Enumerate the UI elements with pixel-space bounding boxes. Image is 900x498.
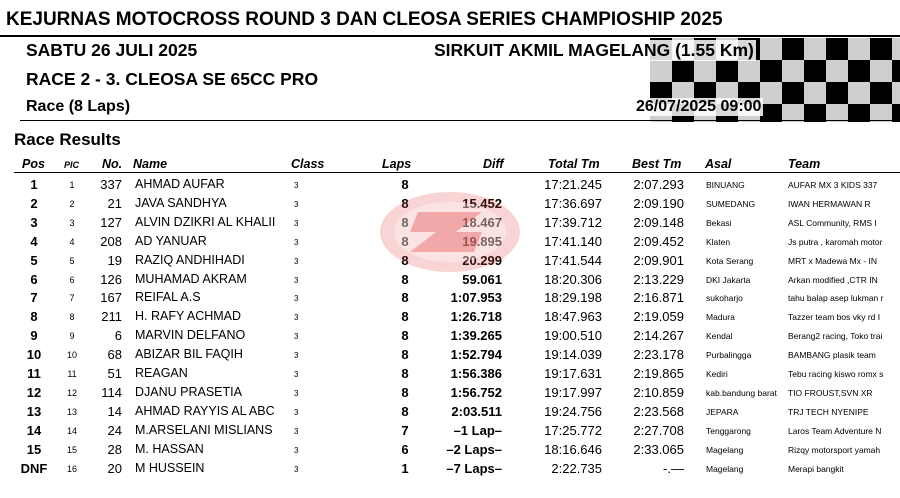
cell-pos: 3 bbox=[30, 214, 38, 230]
cell-total: 19:14.039 bbox=[544, 347, 602, 363]
checker-cell bbox=[716, 60, 738, 82]
cell-class: 3 bbox=[294, 407, 299, 417]
table-row bbox=[0, 347, 900, 365]
cell-team: Laros Team Adventure N bbox=[788, 425, 882, 436]
cell-class: 3 bbox=[294, 218, 299, 228]
cell-name: RAZIQ ANDHIHADI bbox=[135, 252, 245, 267]
cell-no: 208 bbox=[100, 233, 122, 249]
checker-cell bbox=[738, 60, 760, 82]
col-laps: Laps bbox=[382, 157, 412, 171]
cell-total: 19:00.510 bbox=[544, 328, 602, 344]
cell-best: 2:16.871 bbox=[633, 290, 684, 306]
cell-class: 3 bbox=[294, 199, 299, 209]
cell-class: 3 bbox=[294, 294, 299, 304]
cell-total: 17:39.712 bbox=[544, 214, 602, 230]
cell-diff: 1:56.752 bbox=[450, 384, 502, 400]
cell-best: 2:19.059 bbox=[633, 309, 684, 325]
cell-diff: 2:03.511 bbox=[451, 403, 502, 419]
cell-pos: 9 bbox=[30, 328, 38, 344]
cell-asal: DKI Jakarta bbox=[706, 274, 751, 285]
cell-team: Tazzer team bos vky rd I bbox=[788, 312, 881, 323]
checker-cell bbox=[848, 82, 870, 104]
table-header-divider bbox=[14, 172, 900, 173]
cell-name: AHMAD RAYYIS AL ABC bbox=[135, 403, 275, 418]
cell-no: 6 bbox=[114, 328, 122, 344]
cell-pic: 15 bbox=[66, 444, 77, 455]
cell-class: 3 bbox=[294, 351, 299, 361]
cell-total: 18:20.306 bbox=[544, 271, 602, 287]
cell-laps: 8 bbox=[401, 290, 409, 306]
cell-pos: DNF bbox=[20, 460, 48, 476]
cell-team: Arkan modified ,CTR IN bbox=[788, 274, 878, 285]
cell-best: 2:09.901 bbox=[633, 252, 684, 268]
cell-asal: Madura bbox=[706, 312, 735, 323]
checker-cell bbox=[694, 60, 716, 82]
table-row bbox=[0, 328, 900, 346]
checker-cell bbox=[892, 82, 900, 104]
table-row bbox=[0, 423, 900, 441]
cell-laps: 8 bbox=[401, 195, 409, 211]
checker-cell bbox=[826, 38, 848, 60]
cell-name: M HUSSEIN bbox=[135, 460, 205, 475]
table-row bbox=[0, 290, 900, 308]
cell-pos: 14 bbox=[26, 422, 42, 438]
cell-pos: 6 bbox=[30, 271, 38, 287]
cell-diff: 1:52.794 bbox=[450, 347, 502, 363]
col-diff: Diff bbox=[483, 157, 504, 171]
cell-team: Berang2 racing, Toko trai bbox=[788, 331, 883, 342]
checker-cell bbox=[804, 82, 826, 104]
cell-no: 211 bbox=[101, 309, 122, 325]
cell-pic: 14 bbox=[66, 425, 77, 436]
cell-team: IWAN HERMAWAN R bbox=[788, 198, 871, 209]
cell-team: ASL Community, RMS I bbox=[788, 217, 877, 228]
cell-pos: 4 bbox=[30, 233, 38, 249]
cell-asal: Kediri bbox=[706, 369, 728, 379]
cell-best: 2:10.859 bbox=[633, 384, 684, 400]
cell-no: 24 bbox=[107, 422, 122, 438]
cell-no: 337 bbox=[100, 177, 122, 192]
cell-name: JAVA SANDHYA bbox=[135, 195, 227, 210]
cell-laps: 8 bbox=[401, 252, 409, 268]
cell-name: H. RAFY ACHMAD bbox=[135, 309, 242, 324]
checker-cell bbox=[782, 60, 804, 82]
checker-cell bbox=[870, 60, 892, 82]
cell-pos: 5 bbox=[30, 252, 38, 268]
cell-total: 17:36.697 bbox=[544, 195, 602, 211]
cell-laps: 8 bbox=[401, 233, 409, 249]
cell-pic: 1 bbox=[69, 180, 75, 190]
cell-total: 19:17.631 bbox=[544, 366, 602, 381]
cell-team: Rizqy motorsport yamah bbox=[788, 444, 881, 455]
cell-pic: 13 bbox=[66, 406, 77, 417]
cell-pic: 5 bbox=[69, 255, 75, 266]
cell-laps: 1 bbox=[401, 460, 409, 476]
cell-laps: 8 bbox=[401, 214, 409, 230]
cell-laps: 8 bbox=[401, 384, 409, 400]
cell-total: 17:41.140 bbox=[544, 233, 602, 249]
cell-asal: kab.bandung barat bbox=[706, 387, 777, 398]
cell-laps: 8 bbox=[401, 403, 409, 419]
cell-team: Merapi bangkit bbox=[788, 463, 844, 474]
cell-class: 3 bbox=[294, 426, 299, 436]
cell-asal: Bekasi bbox=[706, 217, 732, 228]
cell-asal: Magelang bbox=[706, 463, 744, 474]
checker-cell bbox=[672, 60, 694, 82]
cell-diff: 20.299 bbox=[462, 252, 502, 268]
cell-pos: 15 bbox=[26, 441, 42, 457]
cell-best: 2:13.229 bbox=[633, 271, 684, 287]
cell-asal: Kota Serang bbox=[706, 255, 754, 266]
cell-asal: sukoharjo bbox=[706, 293, 743, 304]
cell-no: 167 bbox=[100, 290, 122, 306]
col-asal: Asal bbox=[705, 157, 732, 171]
cell-best: -.— bbox=[663, 460, 684, 476]
cell-pos: 12 bbox=[26, 384, 42, 400]
cell-class: 3 bbox=[294, 256, 299, 266]
cell-diff: 1:56.386 bbox=[450, 366, 502, 381]
cell-best: 2:07.293 bbox=[633, 177, 684, 192]
cell-laps: 6 bbox=[401, 441, 409, 457]
cell-total: 19:24.756 bbox=[544, 403, 602, 419]
cell-name: AD YANUAR bbox=[135, 233, 207, 248]
cell-pos: 13 bbox=[26, 403, 42, 419]
cell-best: 2:19.865 bbox=[633, 366, 684, 381]
cell-laps: 8 bbox=[401, 347, 409, 363]
col-pic: PIC bbox=[64, 160, 80, 170]
cell-asal: Klaten bbox=[706, 236, 731, 247]
cell-team: Tebu racing kiswo romx s bbox=[788, 369, 884, 379]
cell-best: 2:09.452 bbox=[633, 233, 684, 249]
checker-cell bbox=[760, 60, 782, 82]
cell-total: 19:17.997 bbox=[544, 384, 602, 400]
cell-asal: SUMEDANG bbox=[706, 198, 756, 209]
cell-team: MRT x Madewa Mx - IN bbox=[788, 255, 877, 266]
cell-pic: 7 bbox=[69, 293, 75, 304]
cell-diff: 15.452 bbox=[462, 195, 502, 211]
cell-no: 51 bbox=[107, 366, 122, 381]
cell-pic: 12 bbox=[66, 387, 77, 398]
cell-team: tahu balap asep lukman r bbox=[788, 293, 884, 304]
cell-class: 3 bbox=[294, 237, 299, 247]
col-name: Name bbox=[133, 157, 168, 171]
cell-name: M. HASSAN bbox=[135, 441, 204, 456]
cell-class: 3 bbox=[294, 332, 299, 342]
col-team: Team bbox=[788, 157, 821, 171]
cell-asal: BINUANG bbox=[706, 180, 745, 190]
cell-best: 2:23.568 bbox=[633, 403, 684, 419]
cell-class: 3 bbox=[294, 464, 299, 474]
checker-cell bbox=[870, 38, 892, 60]
cell-diff: 19.895 bbox=[462, 233, 502, 249]
cell-class: 3 bbox=[294, 388, 299, 398]
cell-pic: 3 bbox=[69, 217, 75, 228]
checker-cell bbox=[804, 38, 826, 60]
event-date: SABTU 26 JULI 2025 bbox=[26, 40, 198, 60]
cell-diff: 18.467 bbox=[462, 214, 502, 230]
cell-pic: 2 bbox=[69, 198, 75, 209]
table-row bbox=[0, 309, 900, 327]
cell-no: 126 bbox=[100, 271, 122, 287]
cell-total: 17:21.245 bbox=[544, 177, 602, 192]
cell-name: ALVIN DZIKRI AL KHALII bbox=[135, 214, 276, 229]
cell-no: 21 bbox=[107, 195, 122, 211]
checker-cell bbox=[848, 60, 870, 82]
cell-laps: 8 bbox=[401, 177, 409, 192]
cell-no: 19 bbox=[107, 252, 122, 268]
cell-diff: 1:39.265 bbox=[450, 328, 502, 344]
cell-pic: 16 bbox=[66, 463, 77, 474]
cell-name: MUHAMAD AKRAM bbox=[135, 271, 247, 286]
circuit-name: SIRKUIT AKMIL MAGELANG (1.55 Km) bbox=[434, 40, 754, 60]
checker-cell bbox=[870, 82, 892, 104]
cell-no: 114 bbox=[101, 384, 122, 400]
cell-laps: 8 bbox=[401, 328, 409, 344]
event-title: KEJURNAS MOTOCROSS ROUND 3 DAN CLEOSA SERIES CHAMPIOSHIP 2025 bbox=[6, 9, 723, 30]
cell-laps: 8 bbox=[401, 366, 409, 381]
cell-laps: 7 bbox=[401, 422, 409, 438]
cell-total: 18:47.963 bbox=[544, 309, 602, 325]
cell-pos: 2 bbox=[30, 195, 38, 211]
cell-total: 17:41.544 bbox=[544, 252, 602, 268]
cell-pic: 10 bbox=[66, 350, 77, 361]
cell-team: BAMBANG plasik team bbox=[788, 350, 876, 361]
cell-no: 28 bbox=[107, 441, 122, 457]
cell-team: TRJ TECH NYENIPE bbox=[788, 406, 869, 417]
cell-pic: 11 bbox=[67, 369, 77, 379]
header-divider bbox=[0, 35, 900, 37]
cell-pos: 1 bbox=[30, 177, 38, 192]
cell-team: Js putra , karomah motor bbox=[788, 236, 883, 247]
cell-no: 127 bbox=[100, 214, 122, 230]
cell-pos: 7 bbox=[30, 290, 38, 306]
table-row bbox=[0, 461, 900, 479]
cell-pos: 8 bbox=[30, 309, 38, 325]
cell-name: REAGAN bbox=[135, 366, 188, 380]
cell-name: AHMAD AUFAR bbox=[135, 177, 225, 191]
cell-total: 18:29.198 bbox=[544, 290, 602, 306]
cell-laps: 8 bbox=[401, 271, 409, 287]
cell-best: 2:09.148 bbox=[633, 214, 684, 230]
table-row bbox=[0, 404, 900, 422]
header-bottom-divider bbox=[20, 120, 900, 121]
cell-diff: 1:26.718 bbox=[450, 309, 502, 325]
cell-name: REIFAL A.S bbox=[135, 290, 201, 305]
cell-best: 2:09.190 bbox=[633, 195, 684, 211]
cell-no: 14 bbox=[107, 403, 122, 419]
cell-class: 3 bbox=[294, 313, 299, 323]
cell-diff: 1:07.953 bbox=[450, 290, 502, 306]
cell-pic: 9 bbox=[69, 331, 75, 342]
cell-best: 2:14.267 bbox=[633, 328, 684, 344]
checker-cell bbox=[826, 82, 848, 104]
cell-diff: –7 Laps– bbox=[446, 460, 502, 476]
cell-diff: –1 Lap– bbox=[453, 422, 502, 438]
checker-cell bbox=[782, 38, 804, 60]
cell-diff: –2 Laps– bbox=[446, 441, 502, 457]
cell-best: 2:23.178 bbox=[633, 347, 684, 363]
table-row bbox=[0, 442, 900, 460]
cell-pic: 8 bbox=[69, 312, 75, 323]
cell-team: TIO FROUST,SVN XR bbox=[788, 387, 873, 398]
race-timestamp: 26/07/2025 09:00 bbox=[636, 98, 762, 115]
checker-cell bbox=[650, 60, 672, 82]
cell-name: ABIZAR BIL FAQIH bbox=[135, 347, 243, 362]
checker-cell bbox=[892, 38, 900, 60]
cell-asal: Magelang bbox=[706, 444, 744, 455]
col-best: Best Tm bbox=[632, 157, 682, 171]
col-total: Total Tm bbox=[548, 157, 600, 171]
cell-class: 3 bbox=[294, 181, 299, 190]
cell-pic: 6 bbox=[69, 274, 75, 285]
cell-best: 2:33.065 bbox=[633, 441, 684, 457]
checker-cell bbox=[804, 60, 826, 82]
section-title: Race Results bbox=[14, 130, 121, 149]
checker-cell bbox=[760, 38, 782, 60]
cell-pos: 11 bbox=[27, 366, 41, 381]
cell-total: 17:25.772 bbox=[544, 422, 602, 438]
cell-no: 20 bbox=[107, 460, 122, 476]
cell-total: 2:22.735 bbox=[551, 460, 602, 476]
cell-class: 3 bbox=[294, 275, 299, 285]
cell-asal: JEPARA bbox=[706, 406, 739, 417]
cell-class: 3 bbox=[294, 445, 299, 455]
cell-name: DJANU PRASETIA bbox=[135, 384, 242, 399]
checker-cell bbox=[892, 60, 900, 82]
cell-pic: 4 bbox=[69, 236, 75, 247]
cell-diff: 59.061 bbox=[462, 271, 502, 287]
race-name: RACE 2 - 3. CLEOSA SE 65CC PRO bbox=[26, 69, 319, 89]
cell-asal: Tenggarong bbox=[706, 425, 751, 436]
cell-name: M.ARSELANI MISLIANS bbox=[135, 422, 273, 437]
table-row bbox=[0, 366, 900, 384]
checker-cell bbox=[826, 60, 848, 82]
cell-best: 2:27.708 bbox=[633, 422, 684, 438]
col-class: Class bbox=[291, 157, 325, 171]
checker-cell bbox=[848, 38, 870, 60]
cell-asal: Purbalingga bbox=[706, 350, 752, 361]
cell-asal: Kendal bbox=[706, 331, 733, 342]
cell-no: 68 bbox=[107, 347, 122, 363]
cell-class: 3 bbox=[294, 370, 299, 379]
table-row bbox=[0, 385, 900, 403]
cell-name: MARVIN DELFANO bbox=[135, 328, 246, 343]
race-laps: Race (8 Laps) bbox=[26, 98, 131, 115]
watermark-logo-icon bbox=[378, 190, 522, 274]
col-pos: Pos bbox=[22, 157, 45, 171]
checker-cell bbox=[782, 82, 804, 104]
cell-team: AUFAR MX 3 KIDS 337 bbox=[788, 180, 878, 190]
table-row bbox=[0, 272, 900, 290]
col-no: No. bbox=[102, 157, 123, 171]
cell-total: 18:16.646 bbox=[544, 441, 602, 457]
cell-laps: 8 bbox=[401, 309, 409, 325]
cell-pos: 10 bbox=[26, 347, 42, 363]
